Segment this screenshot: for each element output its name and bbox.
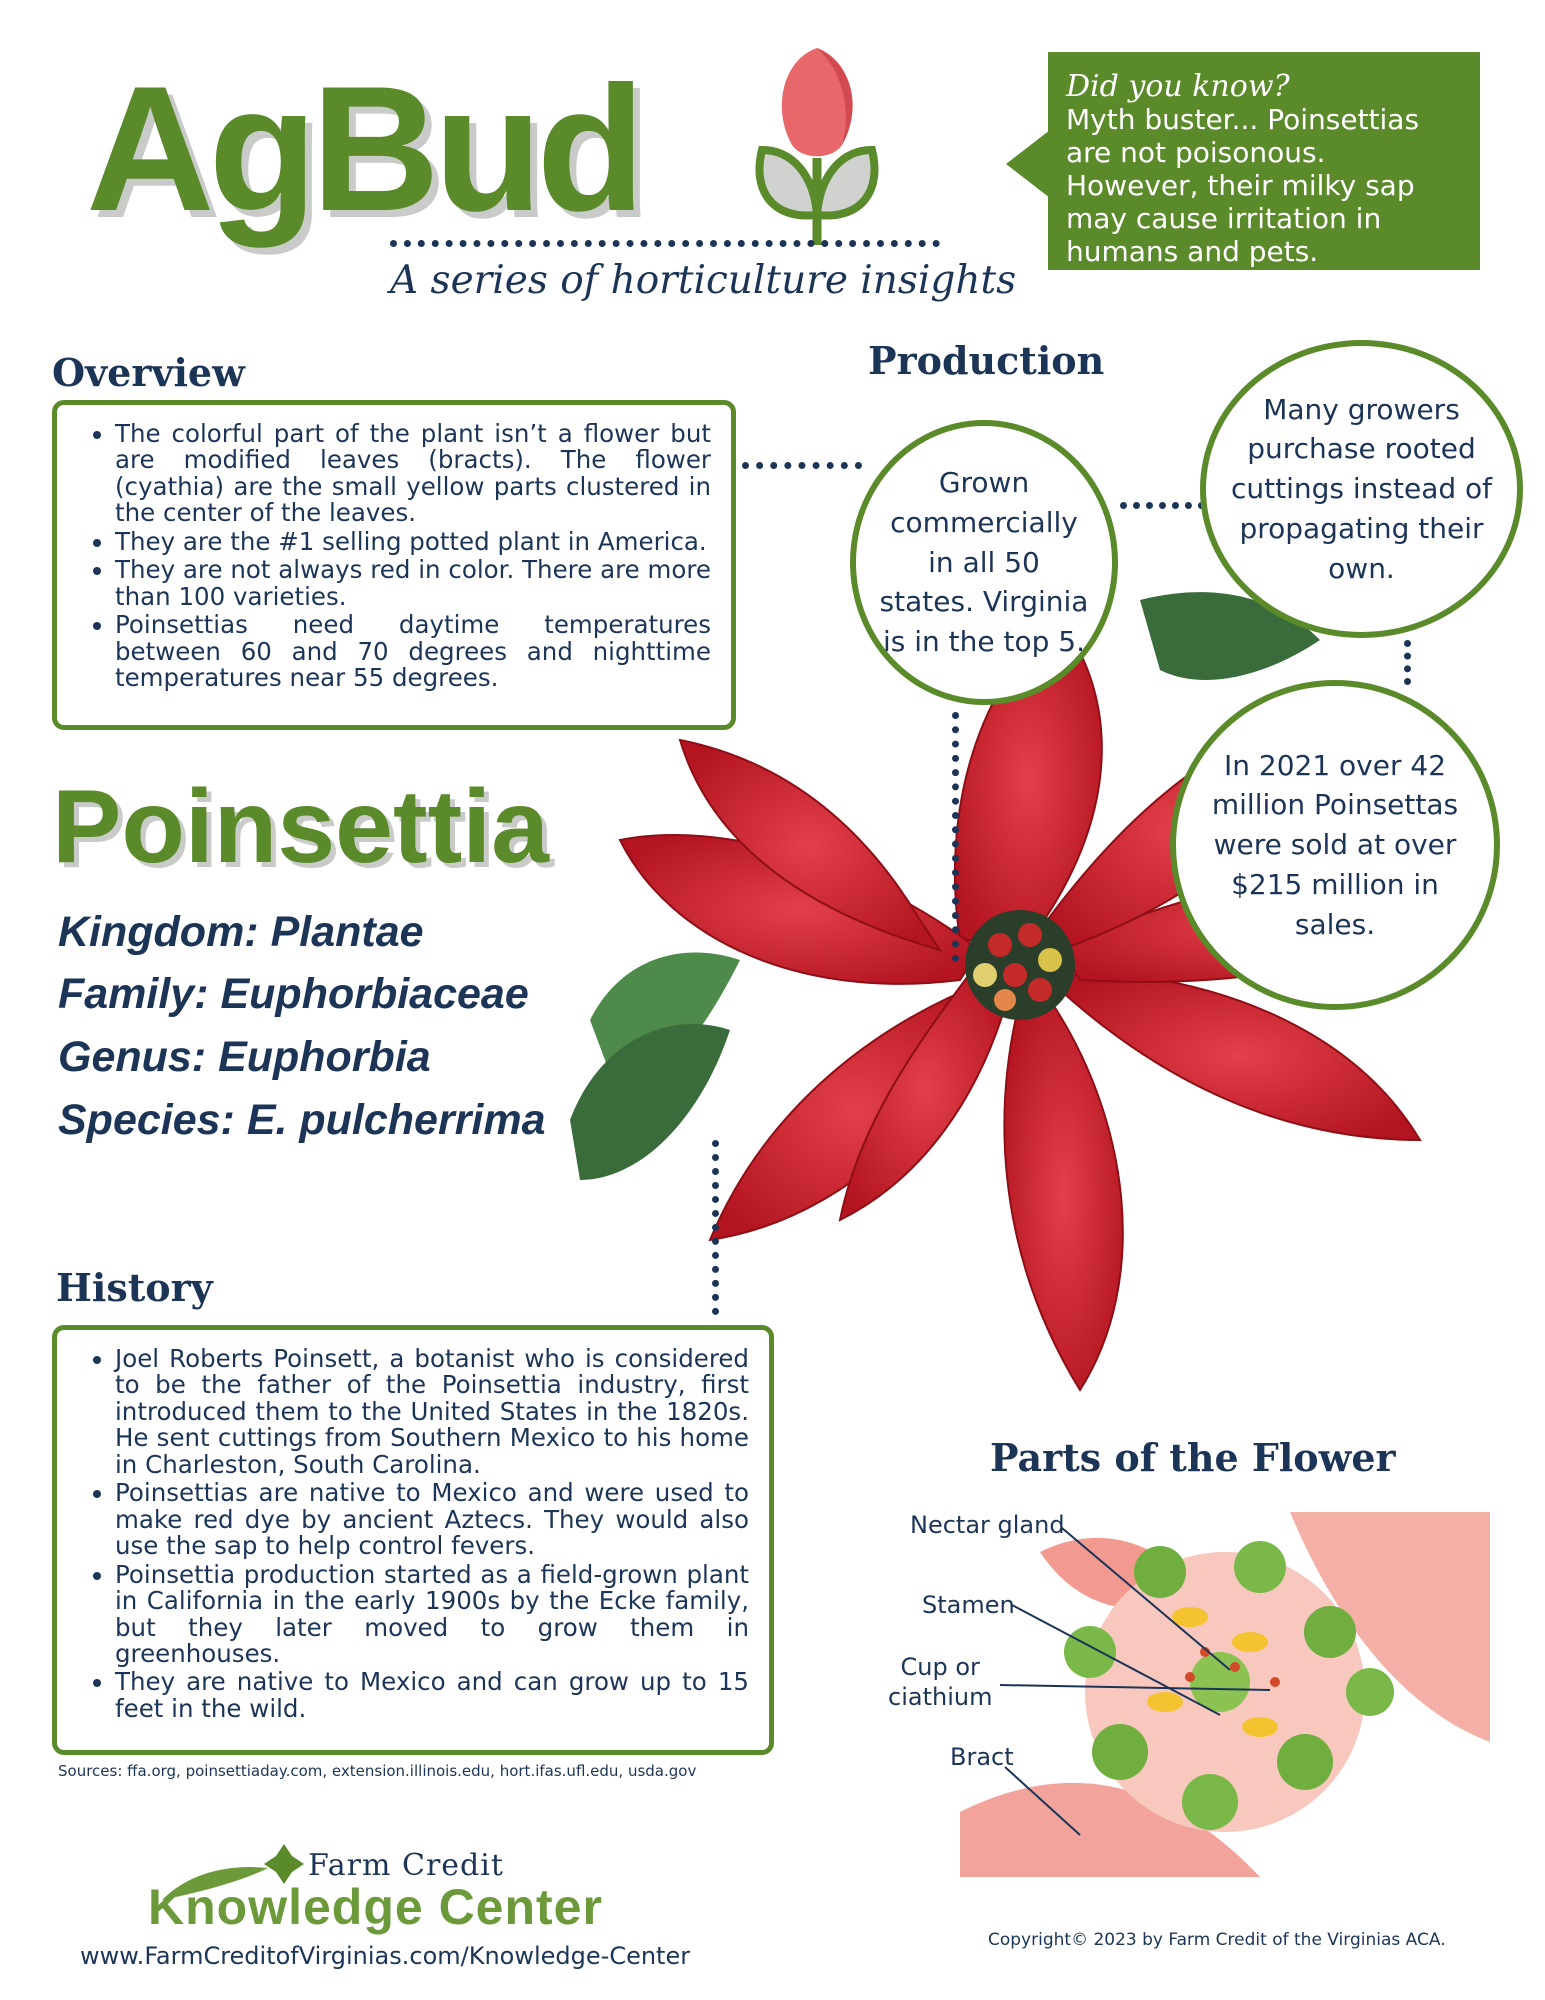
list-item: • They are not always red in color. There are more than 100 varieties.	[115, 557, 711, 610]
nectar-gland-label: Nectar gland	[910, 1511, 1065, 1539]
list-item: • Poinsettias need daytime temperatures between 60 and 70 degrees and nighttime temperatures near 55 degrees.	[115, 612, 711, 691]
did-you-know-text: Myth buster... Poinsettias are not poisonous. However, their milky sap may cause irritation in humans and pets.	[1066, 103, 1420, 269]
connector-dots	[712, 1140, 719, 1315]
connector-dots	[952, 712, 959, 962]
list-item: • They are native to Mexico and can grow up to 15 feet in the wild.	[115, 1669, 749, 1722]
production-heading: Production	[868, 338, 1105, 383]
copyright-text: Copyright© 2023 by Farm Credit of the Virginias ACA.	[988, 1930, 1446, 1950]
connector-dots	[742, 462, 862, 469]
connector-dots	[1120, 502, 1205, 509]
cup-label-line1: Cup or	[900, 1653, 980, 1681]
cup-label-line2: ciathium	[888, 1683, 993, 1711]
parts-heading: Parts of the Flower	[990, 1435, 1396, 1480]
family-label: Family: Euphorbiaceae	[58, 970, 529, 1018]
did-you-know-callout	[1048, 52, 1480, 270]
overview-heading: Overview	[52, 350, 245, 395]
org-name-line1: Farm Credit	[308, 1848, 504, 1883]
cup-label	[888, 1652, 992, 1712]
production-circle-growers: Many growers purchase rooted cuttings instead of propagating their own.	[1200, 340, 1523, 638]
sources-text: Sources: ffa.org, poinsettiaday.com, extension.illinois.edu, hort.ifas.ufl.edu, usda.gov	[58, 1762, 697, 1780]
title-divider	[390, 240, 940, 247]
did-you-know-title: Did you know?	[1066, 69, 1290, 104]
connector-dots	[1404, 640, 1411, 685]
callout-pointer	[1006, 130, 1050, 198]
history-heading: History	[56, 1265, 213, 1310]
stamen-label: Stamen	[922, 1591, 1015, 1619]
website-link[interactable]: www.FarmCreditofVirginias.com/Knowledge-Center	[80, 1942, 691, 1970]
plant-name: Poinsettia	[52, 769, 549, 885]
bract-label: Bract	[950, 1743, 1014, 1771]
production-circle-sales: In 2021 over 42 million Poinsettas were sold at over $215 million in sales.	[1170, 680, 1500, 1010]
history-list	[71, 1346, 749, 1722]
agbud-title: AgBud	[86, 49, 640, 248]
list-item: • Poinsettia production started as a field-grown plant in California in the early 1900s by the Ecke family, but they later moved to grow them in greenhouses.	[115, 1562, 749, 1668]
tagline: A series of horticulture insights	[390, 258, 1017, 303]
genus-label: Genus: Euphorbia	[58, 1033, 431, 1081]
list-item: • Poinsettias are native to Mexico and were used to make red dye by ancient Aztecs. They would also use the sap to help control fevers.	[115, 1480, 749, 1559]
history-box	[52, 1325, 774, 1755]
org-name-line2: Knowledge Center	[148, 1879, 603, 1935]
tulip-bud-icon	[742, 40, 892, 260]
list-item: • The colorful part of the plant isn’t a flower but are modified leaves (bracts). The flower (cyathia) are the small yellow parts clustered in the center of the leaves.	[115, 421, 711, 527]
list-item: • They are the #1 selling potted plant in America.	[115, 529, 711, 555]
list-item: • Joel Roberts Poinsett, a botanist who is considered to be the father of the Poinsettia industry, first introduced them to the United States in the 1820s. He sent cuttings from Southern Mexico to his home in Charleston, South Carolina.	[115, 1346, 749, 1478]
species-label: Species: E. pulcherrima	[58, 1096, 546, 1144]
production-circle-states: Grown commercially in all 50 states. Virginia is in the top 5.	[850, 420, 1118, 705]
kingdom-label: Kingdom: Plantae	[58, 908, 424, 956]
